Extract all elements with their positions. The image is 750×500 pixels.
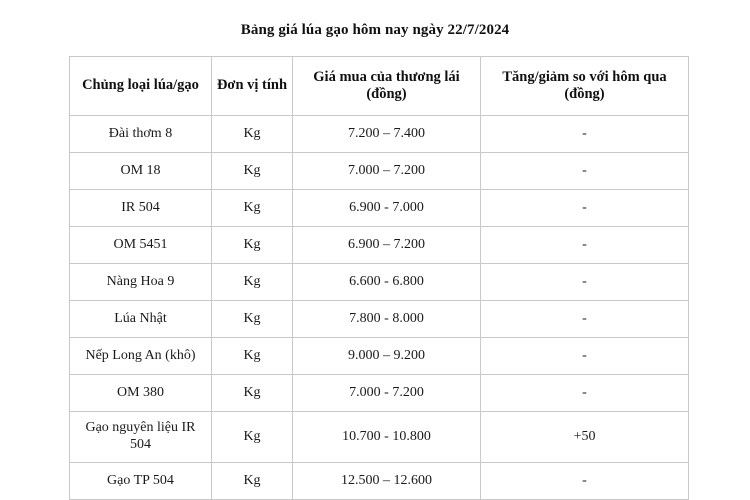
cell-unit: Kg — [212, 264, 293, 301]
cell-delta: - — [481, 338, 689, 375]
cell-type: Nàng Hoa 9 — [70, 264, 212, 301]
cell-price: 6.900 – 7.200 — [293, 227, 481, 264]
table-row — [70, 375, 689, 412]
page-title: Bảng giá lúa gạo hôm nay ngày 22/7/2024 — [240, 22, 510, 38]
cell-unit: Kg — [212, 116, 293, 153]
cell-type: OM 18 — [70, 153, 212, 190]
cell-delta: - — [481, 264, 689, 301]
cell-type: OM 380 — [70, 375, 212, 412]
cell-delta: - — [481, 116, 689, 153]
table-row — [70, 153, 689, 190]
cell-price: 7.200 – 7.400 — [293, 116, 481, 153]
cell-unit: Kg — [212, 301, 293, 338]
cell-type: IR 504 — [70, 190, 212, 227]
cell-delta: - — [481, 153, 689, 190]
column-header-type: Chủng loại lúa/gạo — [70, 57, 212, 116]
cell-price: 6.900 - 7.000 — [293, 190, 481, 227]
cell-unit: Kg — [212, 227, 293, 264]
column-header-unit: Đơn vị tính — [212, 57, 293, 116]
cell-type: OM 5451 — [70, 227, 212, 264]
cell-unit: Kg — [212, 375, 293, 412]
cell-delta: - — [481, 190, 689, 227]
cell-unit: Kg — [212, 190, 293, 227]
cell-unit: Kg — [212, 412, 293, 463]
table-body — [70, 116, 689, 500]
cell-unit: Kg — [212, 338, 293, 375]
table-header — [70, 57, 689, 116]
cell-price: 7.000 - 7.200 — [293, 375, 481, 412]
cell-price: 7.800 - 8.000 — [293, 301, 481, 338]
cell-delta: - — [481, 301, 689, 338]
column-header-delta: Tăng/giảm so với hôm qua (đồng) — [481, 57, 689, 116]
table-row — [70, 190, 689, 227]
cell-delta: - — [481, 463, 689, 500]
cell-type: Đài thơm 8 — [70, 116, 212, 153]
column-header-price: Giá mua của thương lái (đồng) — [293, 57, 481, 116]
cell-type: Nếp Long An (khô) — [70, 338, 212, 375]
table-header-row — [70, 57, 689, 116]
table-row — [70, 463, 689, 500]
cell-price: 6.600 - 6.800 — [293, 264, 481, 301]
cell-type: Gạo TP 504 — [70, 463, 212, 500]
rice-price-table — [69, 56, 689, 500]
cell-delta: +50 — [481, 412, 689, 463]
table-row — [70, 264, 689, 301]
table-row — [70, 227, 689, 264]
cell-price: 10.700 - 10.800 — [293, 412, 481, 463]
table-row — [70, 412, 689, 463]
cell-delta: - — [481, 227, 689, 264]
table-row — [70, 116, 689, 153]
cell-price: 9.000 – 9.200 — [293, 338, 481, 375]
cell-delta: - — [481, 375, 689, 412]
cell-unit: Kg — [212, 463, 293, 500]
cell-type: Gạo nguyên liệu IR 504 — [70, 412, 212, 463]
price-table-container — [69, 56, 688, 500]
cell-unit: Kg — [212, 153, 293, 190]
cell-price: 7.000 – 7.200 — [293, 153, 481, 190]
table-row — [70, 301, 689, 338]
cell-price: 12.500 – 12.600 — [293, 463, 481, 500]
cell-type: Lúa Nhật — [70, 301, 212, 338]
table-row — [70, 338, 689, 375]
